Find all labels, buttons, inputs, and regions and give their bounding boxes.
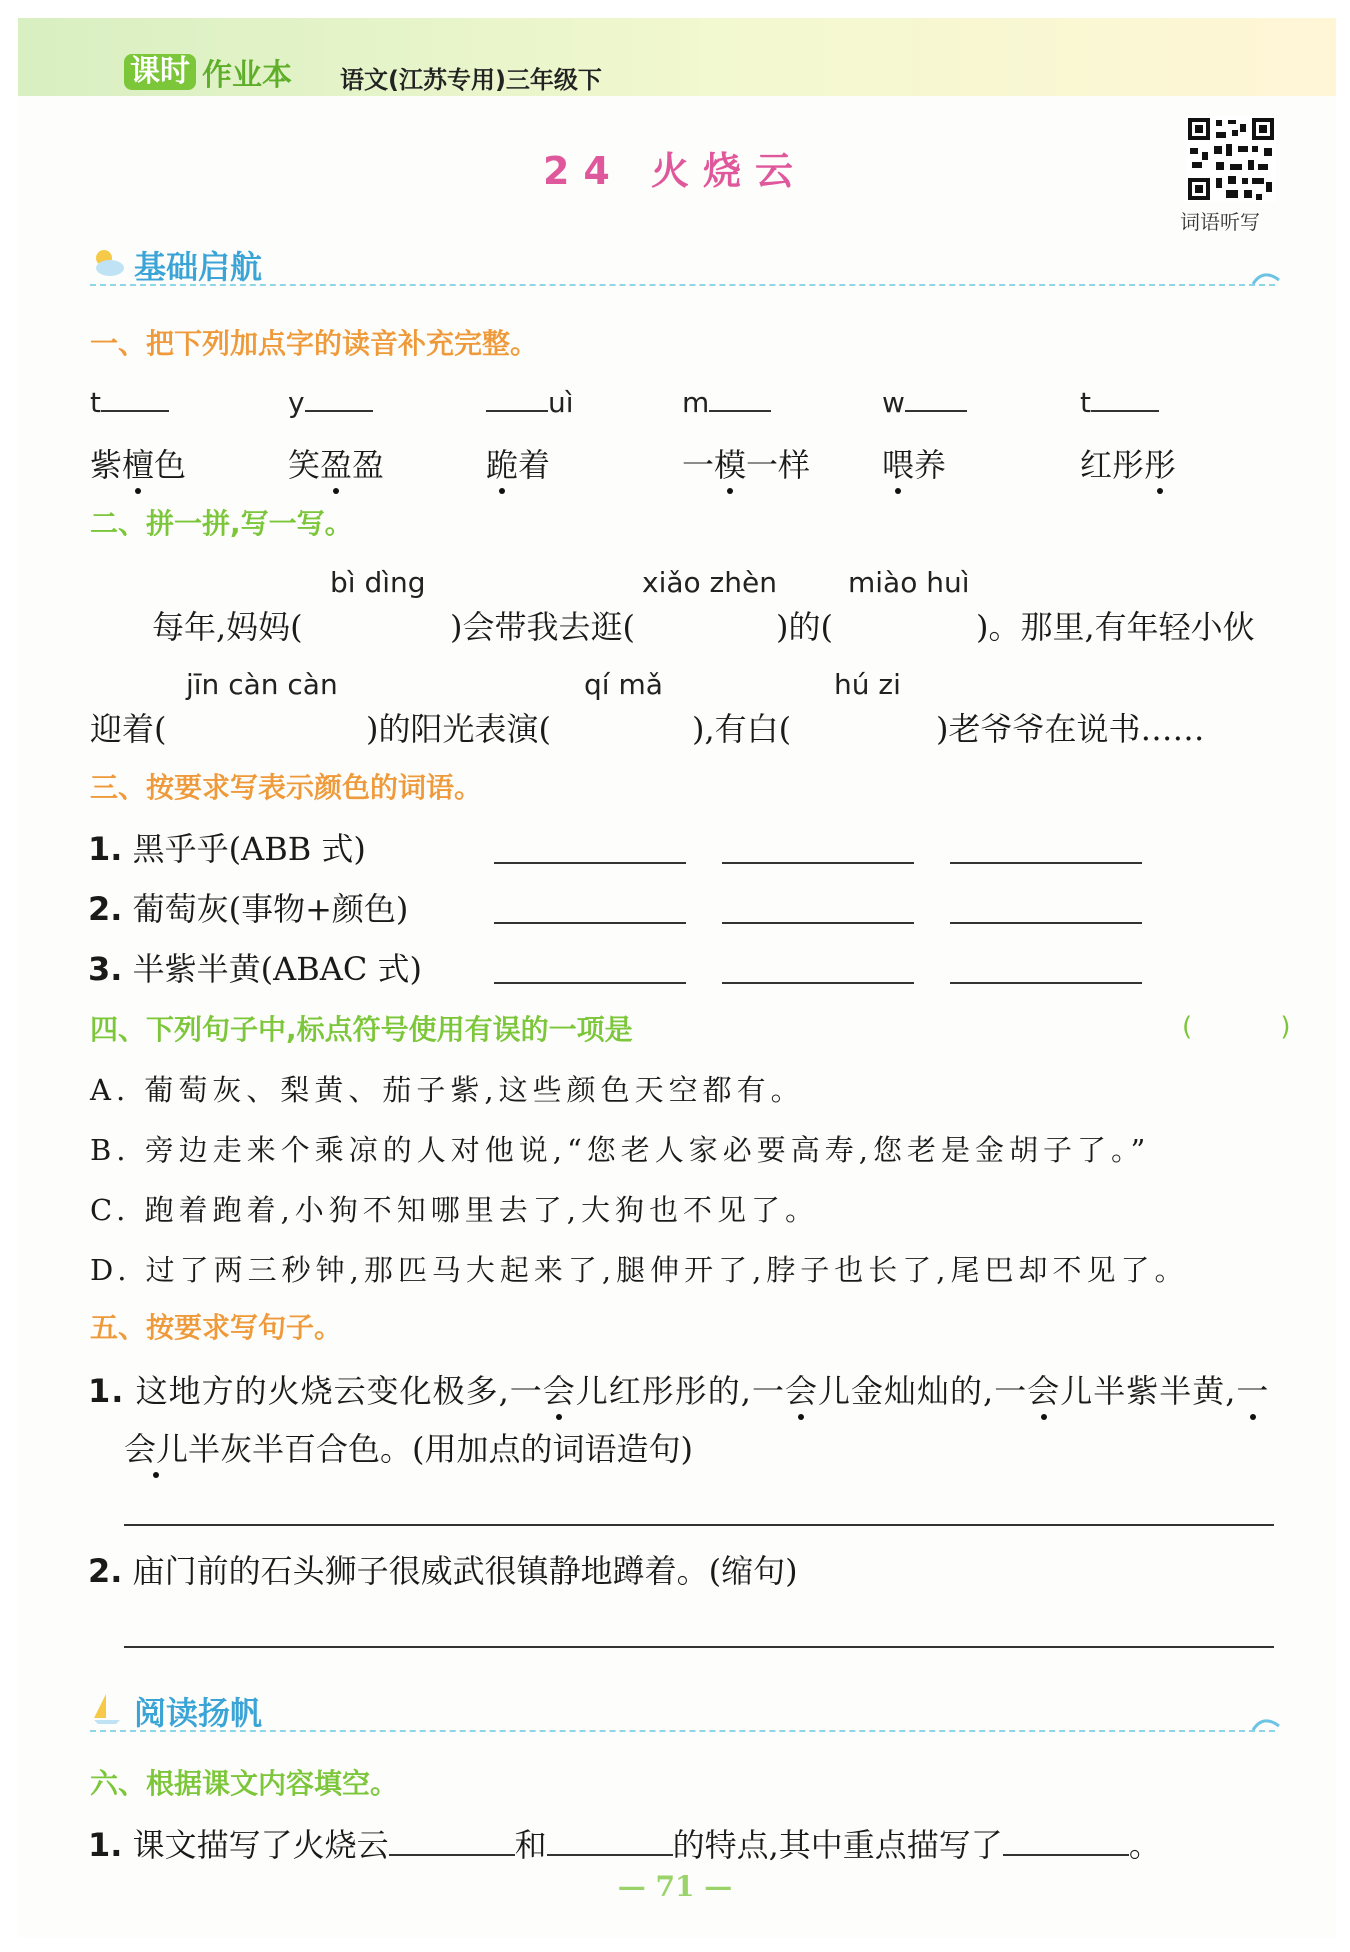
pinyin-prefix: t	[90, 386, 101, 419]
q2-title: 二、拼一拼,写一写。	[90, 507, 353, 540]
answer-line[interactable]	[722, 922, 914, 924]
pinyin-hint: qí mǎ	[584, 668, 663, 701]
blank[interactable]	[547, 1828, 673, 1856]
q5-item-2	[88, 1546, 798, 1592]
q6-title: 六、根据课文内容填空。	[90, 1767, 399, 1800]
q4-title: 四、下列句子中,标点符号使用有误的一项是	[90, 1013, 633, 1046]
q3-item	[88, 824, 366, 870]
blank[interactable]	[1091, 384, 1159, 412]
item-number: 2.	[88, 890, 123, 928]
q2-sentence-1-part: )的(	[776, 608, 833, 646]
dotted-char: 一会儿	[751, 1372, 851, 1410]
blank[interactable]	[905, 384, 967, 412]
q4-option-c[interactable]: C. 跑着跑着,小狗不知哪里去了,大狗也不见了。	[90, 1193, 820, 1227]
brand-badge: 课时	[124, 54, 196, 90]
page-number: — 71 —	[617, 1870, 733, 1903]
pinyin-prefix: w	[882, 386, 905, 419]
pinyin-hint: xiǎo zhèn	[642, 566, 777, 599]
answer-line[interactable]	[494, 922, 686, 924]
pinyin-blank[interactable]	[90, 384, 169, 419]
text: 课文描写了火烧云	[132, 1826, 389, 1864]
answer-line[interactable]	[950, 922, 1142, 924]
char: 着	[518, 446, 551, 484]
text: 。	[1128, 1826, 1161, 1864]
q2-sentence-2-part: )的阳光表演(	[366, 710, 551, 748]
brand-text: 作业本	[202, 58, 292, 93]
text: 半紫半黄,	[1093, 1372, 1237, 1410]
pinyin-blank[interactable]	[288, 384, 373, 419]
q4-option-b[interactable]: B. 旁边走来个乘凉的人对他说,“您老人家必要高寿,您老是金胡子了。”	[90, 1133, 1151, 1167]
pinyin-prefix: t	[1080, 386, 1091, 419]
q1-word	[882, 440, 946, 486]
q2-sentence-1-part: )会带我去逛(	[450, 608, 635, 646]
q4-option-d[interactable]: D. 过了两三秒钟,那匹马大起来了,腿伸开了,脖子也长了,尾巴却不见了。	[90, 1253, 1189, 1287]
item-number: 1.	[88, 1372, 125, 1410]
char: 一	[682, 446, 715, 484]
subject-label: 语文(江苏专用)三年级下	[340, 66, 602, 94]
q1-word	[288, 440, 384, 486]
sailboat-icon	[90, 1690, 126, 1726]
pinyin-prefix: m	[682, 386, 710, 419]
q2-sentence-1-part: 每年,妈妈(	[152, 608, 303, 646]
text: 的特点,其中重点描写了	[672, 1826, 1003, 1864]
dotted-char: 檀	[122, 446, 155, 484]
q6-item-1	[88, 1820, 1161, 1866]
q1-word	[682, 440, 810, 486]
q5-title: 五、按要求写句子。	[90, 1311, 343, 1344]
q5-item-1-cont	[124, 1424, 693, 1470]
blank[interactable]	[709, 384, 771, 412]
item-text: 葡萄灰(事物+颜色)	[132, 890, 409, 928]
section-basic	[90, 240, 1275, 286]
item-text: 黑乎乎(ABB 式)	[132, 830, 366, 868]
q1-word	[1080, 440, 1176, 486]
pinyin-blank[interactable]	[486, 384, 574, 419]
dotted-char: 跪	[486, 446, 519, 484]
lesson-title: 24 火烧云	[542, 149, 808, 193]
q2-sentence-2-part: ),有白(	[692, 710, 792, 748]
char: 红彤	[1080, 446, 1145, 484]
text: 这地方的火烧云变化极多,	[135, 1372, 510, 1410]
char: 一样	[746, 446, 811, 484]
pinyin-blank[interactable]	[882, 384, 967, 419]
text: 半灰半百合色。(用加点的词语造句)	[188, 1430, 693, 1468]
wave-icon	[1251, 266, 1281, 288]
brand-logo	[124, 52, 292, 92]
dotted-char: 一	[1236, 1372, 1270, 1410]
q2-sentence-1-part: )。那里,有年轻小伙	[976, 608, 1255, 646]
dotted-char: 一会儿	[994, 1372, 1094, 1410]
pinyin-hint: bì dìng	[330, 566, 426, 599]
q1-title: 一、把下列加点字的读音补充完整。	[90, 327, 539, 360]
dotted-char: 模	[714, 446, 747, 484]
section-reading	[90, 1686, 1275, 1732]
char: 色	[154, 446, 187, 484]
dotted-char: 喂	[882, 446, 915, 484]
text: 红彤彤的,	[608, 1372, 752, 1410]
q5-item-1	[88, 1366, 1269, 1412]
section-basic-label: 基础启航	[134, 248, 263, 286]
wave-icon	[1251, 1712, 1281, 1734]
pinyin-hint: miào huì	[848, 566, 970, 599]
item-number: 2.	[88, 1552, 123, 1590]
text: 和	[514, 1826, 547, 1864]
q3-item	[88, 944, 422, 990]
dotted-word	[510, 1372, 609, 1410]
item-text: 庙门前的石头狮子很威武很镇静地蹲着。(缩句)	[132, 1552, 798, 1590]
answer-line[interactable]	[124, 1524, 1274, 1526]
answer-line[interactable]	[124, 1646, 1274, 1648]
q3-title: 三、按要求写表示颜色的词语。	[90, 771, 483, 804]
item-number: 1.	[88, 830, 123, 868]
dotted-char: 会儿	[124, 1430, 189, 1468]
answer-line[interactable]	[722, 862, 914, 864]
dotted-char: 盈	[320, 446, 353, 484]
pinyin-prefix: y	[288, 386, 305, 419]
pinyin-hint: jīn càn càn	[186, 668, 338, 701]
q1-word	[486, 440, 550, 486]
qr-code-icon[interactable]	[1186, 116, 1276, 202]
blank[interactable]	[389, 1828, 515, 1856]
pinyin-suffix: uì	[548, 386, 574, 419]
pinyin-hint: hú zi	[834, 668, 901, 701]
blank[interactable]	[101, 384, 169, 412]
qr-caption: 词语听写	[1180, 210, 1260, 234]
answer-line[interactable]	[722, 982, 914, 984]
blank[interactable]	[1003, 1828, 1129, 1856]
answer-paren[interactable]: ( )	[1182, 1012, 1331, 1042]
item-text: 半紫半黄(ABAC 式)	[132, 950, 422, 988]
blank[interactable]	[305, 384, 373, 412]
item-number: 3.	[88, 950, 123, 988]
pinyin-blank[interactable]	[682, 384, 771, 419]
answer-line[interactable]	[494, 982, 686, 984]
q1-word	[90, 440, 186, 486]
q2-sentence-2-part: )老爷爷在说书……	[936, 710, 1205, 748]
answer-line[interactable]	[950, 982, 1142, 984]
blank[interactable]	[486, 384, 548, 412]
sun-cloud-icon	[90, 244, 126, 280]
dotted-char: 彤	[1144, 446, 1177, 484]
char: 养	[914, 446, 947, 484]
item-number: 1.	[88, 1826, 123, 1864]
text: 金灿灿的,	[851, 1372, 995, 1410]
char: 笑	[288, 446, 321, 484]
char: 盈	[352, 446, 385, 484]
section-reading-label: 阅读扬帆	[134, 1694, 263, 1732]
answer-line[interactable]	[494, 862, 686, 864]
q3-item	[88, 884, 408, 930]
answer-line[interactable]	[950, 862, 1142, 864]
char: 紫	[90, 446, 123, 484]
pinyin-blank[interactable]	[1080, 384, 1159, 419]
dotted-char: 一会儿	[509, 1372, 609, 1410]
q4-option-a[interactable]: A. 葡萄灰、梨黄、茄子紫,这些颜色天空都有。	[90, 1073, 805, 1107]
q2-sentence-2-part: 迎着(	[90, 710, 167, 748]
